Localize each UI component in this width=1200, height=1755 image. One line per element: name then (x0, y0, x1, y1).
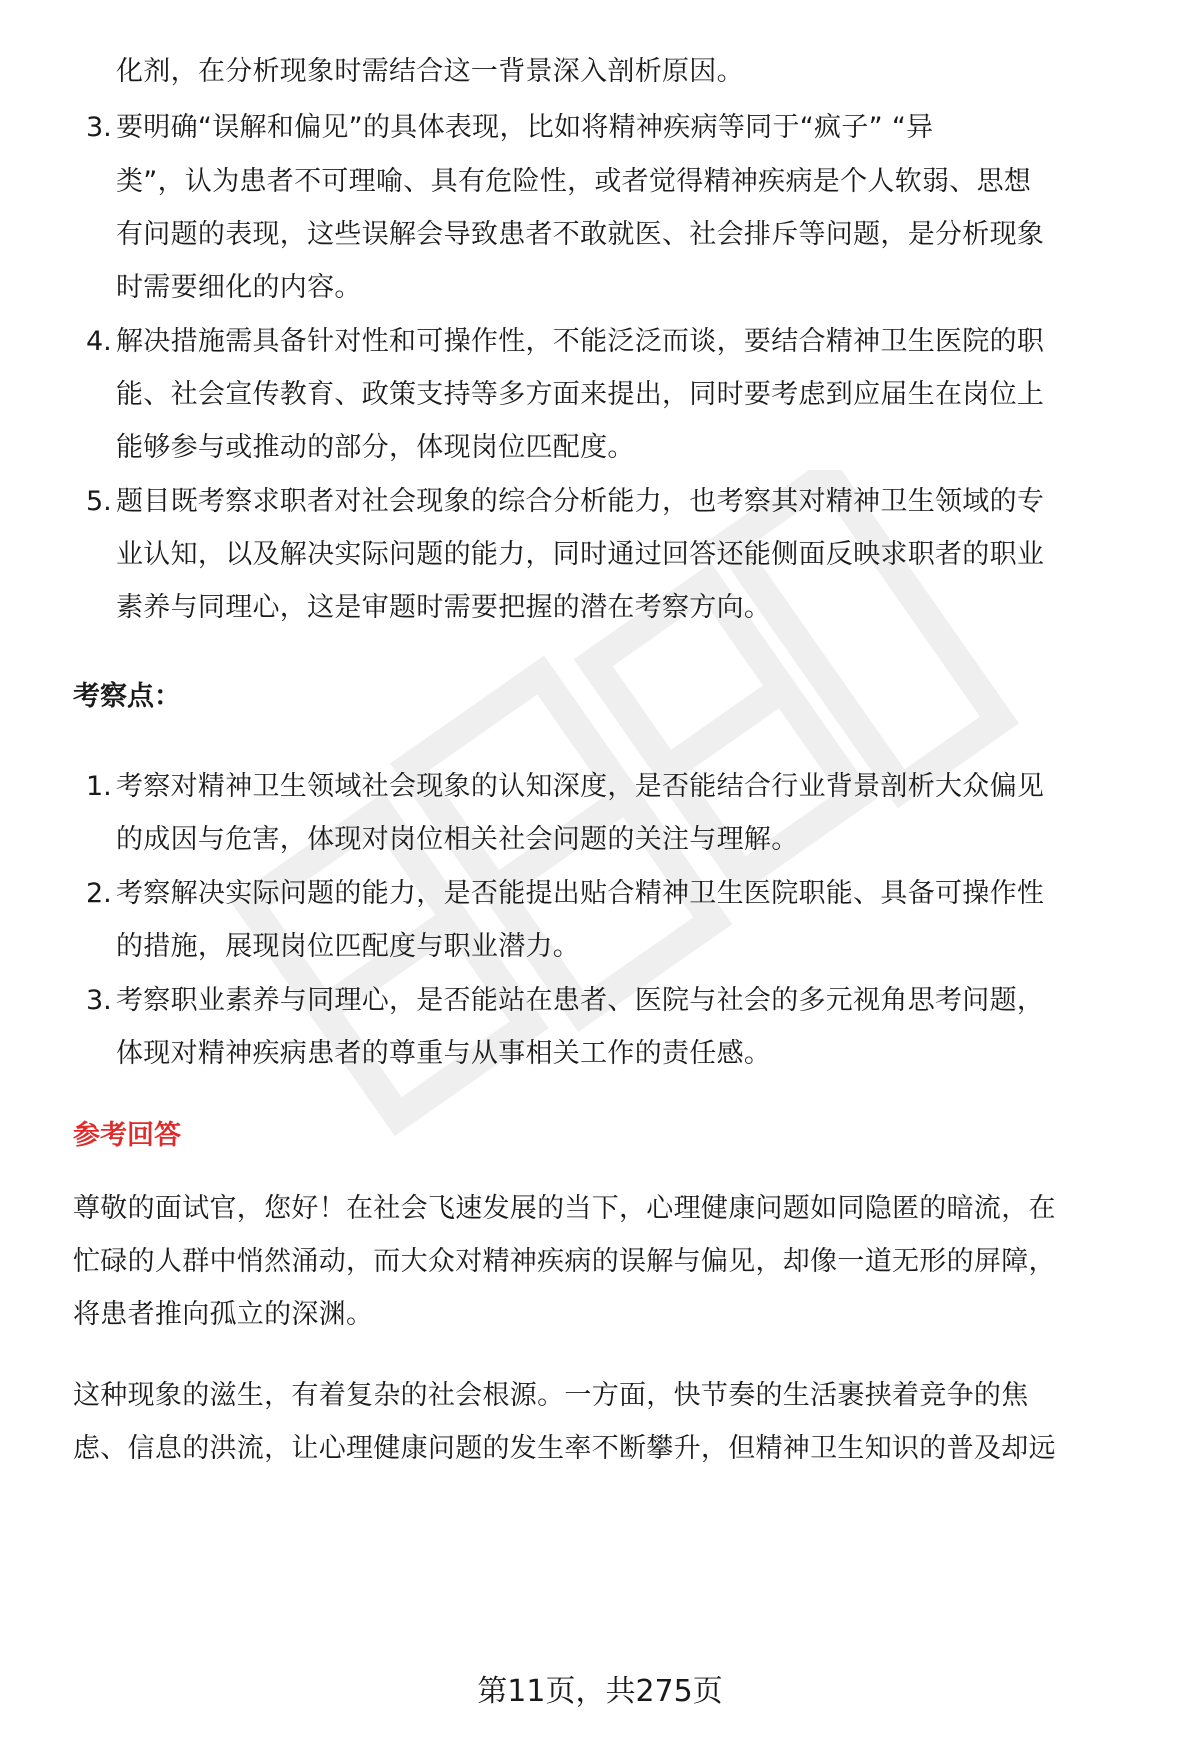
list-item-line: 时需要细化的内容。 (116, 272, 362, 303)
list-item-line: 有问题的表现，这些误解会导致患者不敢就医、社会排斥等问题，是分析现象 (116, 219, 1045, 250)
list-number: 3. (86, 985, 112, 1016)
list-number: 1. (86, 771, 112, 802)
list-item-line: 能够参与或推动的部分，体现岗位匹配度。 (116, 432, 635, 463)
list-item-line: 考察职业素养与同理心，是否能站在患者、医院与社会的多元视角思考问题， (116, 985, 1045, 1016)
list-number: 3. (86, 112, 112, 143)
answer-paragraph-line: 这种现象的滋生，有着复杂的社会根源。一方面，快节奏的生活裹挟着竞争的焦 (73, 1380, 1029, 1411)
list-item-line: 题目既考察求职者对社会现象的综合分析能力，也考察其对精神卫生领域的专 (116, 486, 1045, 517)
list-item-line: 解决措施需具备针对性和可操作性，不能泛泛而谈，要结合精神卫生医院的职 (116, 326, 1045, 357)
list-item-line: 考察对精神卫生领域社会现象的认知深度，是否能结合行业背景剖析大众偏见 (116, 771, 1045, 802)
section-heading-answer: 参考回答 (73, 1120, 181, 1151)
list-item-line: 的措施，展现岗位匹配度与职业潜力。 (116, 931, 581, 962)
answer-paragraph-line: 将患者推向孤立的深渊。 (73, 1299, 374, 1330)
list-item-line: 类”，认为患者不可理喻、具有危险性，或者觉得精神疾病是个人软弱、思想 (116, 166, 1032, 197)
list-number: 4. (86, 326, 112, 357)
continuation-line: 化剂，在分析现象时需结合这一背景深入剖析原因。 (116, 56, 744, 87)
list-item-line: 素养与同理心，这是审题时需要把握的潜在考察方向。 (116, 592, 772, 623)
list-item-line: 体现对精神疾病患者的尊重与从事相关工作的责任感。 (116, 1038, 772, 1069)
list-item-line: 业认知，以及解决实际问题的能力，同时通过回答还能侧面反映求职者的职业 (116, 539, 1045, 570)
page-footer: 第11页，共275页 (477, 1674, 723, 1709)
answer-paragraph-line: 尊敬的面试官，您好！在社会飞速发展的当下，心理健康问题如同隐匿的暗流，在 (73, 1193, 1056, 1224)
list-item-line: 考察解决实际问题的能力，是否能提出贴合精神卫生医院职能、具备可操作性 (116, 878, 1045, 909)
list-item-line: 要明确“误解和偏见”的具体表现，比如将精神疾病等同于“疯子” “异 (116, 112, 934, 143)
list-item-line: 的成因与危害，体现对岗位相关社会问题的关注与理解。 (116, 824, 799, 855)
list-number: 5. (86, 486, 112, 517)
list-number: 2. (86, 878, 112, 909)
section-heading-kaocha: 考察点： (73, 681, 181, 712)
answer-paragraph-line: 虑、信息的洪流，让心理健康问题的发生率不断攀升，但精神卫生知识的普及却远 (73, 1433, 1056, 1464)
answer-paragraph-line: 忙碌的人群中悄然涌动，而大众对精神疾病的误解与偏见，却像一道无形的屏障， (73, 1246, 1056, 1277)
list-item-line: 能、社会宣传教育、政策支持等多方面来提出，同时要考虑到应届生在岗位上 (116, 379, 1045, 410)
